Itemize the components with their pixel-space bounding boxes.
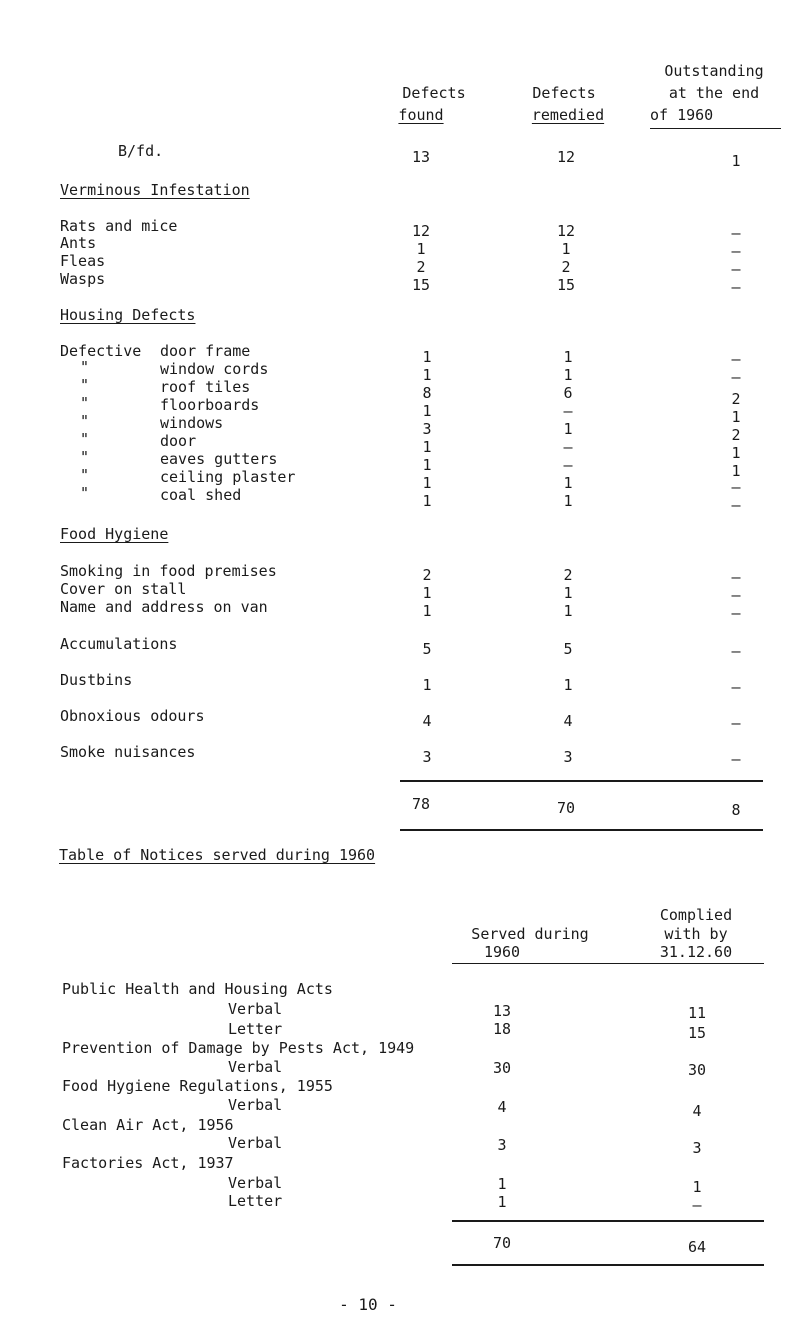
row-label: coal shed	[160, 486, 242, 504]
cell-outstanding: –	[731, 604, 741, 622]
table2-title: Table of Notices served during 1960	[59, 846, 376, 864]
table2-totals-rule-bottom	[452, 1264, 764, 1266]
cell-remedied: 15	[556, 276, 576, 294]
cell-found: 1	[422, 402, 432, 420]
section-title: Verminous Infestation	[60, 181, 250, 199]
notice-type: Letter	[228, 1192, 283, 1210]
cell-served: 4	[497, 1098, 507, 1116]
cell-remedied: –	[563, 402, 573, 420]
cell-complied: 15	[687, 1024, 707, 1042]
row-label: Wasps	[60, 270, 106, 288]
act-factories: Factories Act, 1937	[62, 1154, 234, 1172]
cell-found: 1	[416, 240, 426, 258]
cell-outstanding: –	[731, 496, 741, 514]
header-complied: Complied	[659, 906, 733, 924]
row-prefix: "	[80, 448, 90, 466]
cell-outstanding: –	[731, 278, 741, 296]
totals-rule-top	[400, 780, 763, 782]
cell-remedied: 1	[563, 584, 573, 602]
cell-remedied: 12	[556, 222, 576, 240]
row-label: Fleas	[60, 252, 106, 270]
cell-outstanding: 1	[731, 444, 741, 462]
bfd-found: 13	[411, 148, 431, 166]
header-found: Defects	[402, 84, 466, 102]
cell-remedied: 2	[561, 258, 571, 276]
notice-type: Verbal	[228, 1174, 283, 1192]
row-label: Obnoxious odours	[60, 707, 205, 725]
row-label: Dustbins	[60, 671, 133, 689]
cell-outstanding: –	[731, 678, 741, 696]
row-label: roof tiles	[160, 378, 251, 396]
notice-type: Verbal	[228, 1000, 283, 1018]
cell-complied: –	[692, 1196, 702, 1214]
cell-complied: 3	[692, 1139, 702, 1157]
notice-type: Letter	[228, 1020, 283, 1038]
cell-found: 1	[422, 474, 432, 492]
cell-found: 15	[411, 276, 431, 294]
table2-header-rule	[452, 963, 764, 964]
row-prefix: "	[80, 394, 90, 412]
cell-remedied: 1	[563, 420, 573, 438]
header-served-2: 1960	[483, 943, 521, 961]
row-prefix: "	[80, 430, 90, 448]
row-label: door frame	[160, 342, 251, 360]
header-found-2: found	[398, 106, 444, 124]
header-complied-2: with by	[664, 925, 728, 943]
cell-remedied: –	[563, 456, 573, 474]
cell-found: 1	[422, 456, 432, 474]
cell-remedied: 5	[563, 640, 573, 658]
cell-found: 1	[422, 676, 432, 694]
row-label: Smoke nuisances	[60, 743, 196, 761]
cell-found: 3	[422, 748, 432, 766]
total-remedied: 70	[556, 799, 576, 817]
cell-remedied: 1	[563, 366, 573, 384]
total-served: 70	[492, 1234, 512, 1252]
row-label: windows	[160, 414, 224, 432]
cell-outstanding: –	[731, 750, 741, 768]
row-label: door	[160, 432, 197, 450]
row-prefix: "	[80, 466, 90, 484]
cell-remedied: 6	[563, 384, 573, 402]
section-title: Housing Defects	[60, 306, 196, 324]
row-prefix: "	[80, 376, 90, 394]
cell-served: 13	[492, 1002, 512, 1020]
cell-outstanding: –	[731, 260, 741, 278]
table2-totals-rule-top	[452, 1220, 764, 1222]
header-outstanding: Outstanding	[664, 62, 764, 80]
row-label: ceiling plaster	[160, 468, 296, 486]
row-label: Cover on stall	[60, 580, 187, 598]
cell-served: 1	[497, 1175, 507, 1193]
cell-found: 1	[422, 348, 432, 366]
act-public-health: Public Health and Housing Acts	[62, 980, 333, 998]
bfd-label: B/fd.	[118, 142, 164, 160]
cell-remedied: –	[563, 438, 573, 456]
cell-outstanding: –	[731, 242, 741, 260]
total-outstanding: 8	[731, 801, 741, 819]
section-title: Food Hygiene	[60, 525, 169, 543]
cell-remedied: 1	[563, 492, 573, 510]
cell-outstanding: –	[731, 714, 741, 732]
cell-remedied: 1	[563, 602, 573, 620]
header-remedied-2: remedied	[531, 106, 605, 124]
cell-outstanding: –	[731, 586, 741, 604]
row-prefix: "	[80, 358, 90, 376]
header-served: Served during	[471, 925, 589, 943]
row-prefix: "	[80, 484, 90, 502]
row-label: Name and address on van	[60, 598, 268, 616]
cell-remedied: 2	[563, 566, 573, 584]
row-label: floorboards	[160, 396, 260, 414]
cell-complied: 4	[692, 1102, 702, 1120]
cell-served: 30	[492, 1059, 512, 1077]
cell-outstanding: –	[731, 350, 741, 368]
row-prefix: Defective	[60, 342, 142, 360]
cell-complied: 11	[687, 1004, 707, 1022]
header-outstanding-3: of 1960	[650, 106, 714, 124]
header-remedied: Defects	[532, 84, 596, 102]
cell-remedied: 1	[563, 348, 573, 366]
act-prevention: Prevention of Damage by Pests Act, 1949	[62, 1039, 415, 1057]
cell-found: 1	[422, 584, 432, 602]
header-outstanding-2: at the end	[668, 84, 760, 102]
cell-remedied: 1	[561, 240, 571, 258]
cell-found: 1	[422, 438, 432, 456]
cell-found: 12	[411, 222, 431, 240]
cell-found: 2	[416, 258, 426, 276]
cell-found: 5	[422, 640, 432, 658]
row-label: Ants	[60, 234, 97, 252]
cell-served: 3	[497, 1136, 507, 1154]
total-complied: 64	[687, 1238, 707, 1256]
act-food-hygiene: Food Hygiene Regulations, 1955	[62, 1077, 333, 1095]
notice-type: Verbal	[228, 1058, 283, 1076]
cell-outstanding: –	[731, 368, 741, 386]
notice-type: Verbal	[228, 1134, 283, 1152]
cell-outstanding: –	[731, 224, 741, 242]
total-found: 78	[411, 795, 431, 813]
totals-rule-bottom	[400, 829, 763, 831]
cell-outstanding: 1	[731, 462, 741, 480]
row-label: Accumulations	[60, 635, 178, 653]
cell-outstanding: –	[731, 478, 741, 496]
cell-complied: 30	[687, 1061, 707, 1079]
cell-served: 1	[497, 1193, 507, 1211]
cell-remedied: 1	[563, 474, 573, 492]
cell-outstanding: 2	[731, 390, 741, 408]
row-label: Rats and mice	[60, 217, 178, 235]
cell-found: 2	[422, 566, 432, 584]
cell-remedied: 3	[563, 748, 573, 766]
cell-served: 18	[492, 1020, 512, 1038]
header-complied-3: 31.12.60	[659, 943, 733, 961]
act-clean-air: Clean Air Act, 1956	[62, 1116, 234, 1134]
cell-found: 1	[422, 602, 432, 620]
cell-found: 1	[422, 492, 432, 510]
cell-found: 8	[422, 384, 432, 402]
cell-remedied: 4	[563, 712, 573, 730]
cell-outstanding: 1	[731, 408, 741, 426]
header-rule	[650, 128, 781, 129]
cell-outstanding: –	[731, 568, 741, 586]
bfd-remedied: 12	[556, 148, 576, 166]
row-label: eaves gutters	[160, 450, 278, 468]
cell-found: 1	[422, 366, 432, 384]
cell-found: 4	[422, 712, 432, 730]
notice-type: Verbal	[228, 1096, 283, 1114]
cell-outstanding: 2	[731, 426, 741, 444]
cell-complied: 1	[692, 1178, 702, 1196]
cell-remedied: 1	[563, 676, 573, 694]
row-label: Smoking in food premises	[60, 562, 277, 580]
cell-outstanding: –	[731, 642, 741, 660]
row-prefix: "	[80, 412, 90, 430]
row-label: window cords	[160, 360, 269, 378]
cell-found: 3	[422, 420, 432, 438]
page-number: - 10 -	[339, 1295, 397, 1314]
bfd-outstanding: 1	[731, 152, 741, 170]
